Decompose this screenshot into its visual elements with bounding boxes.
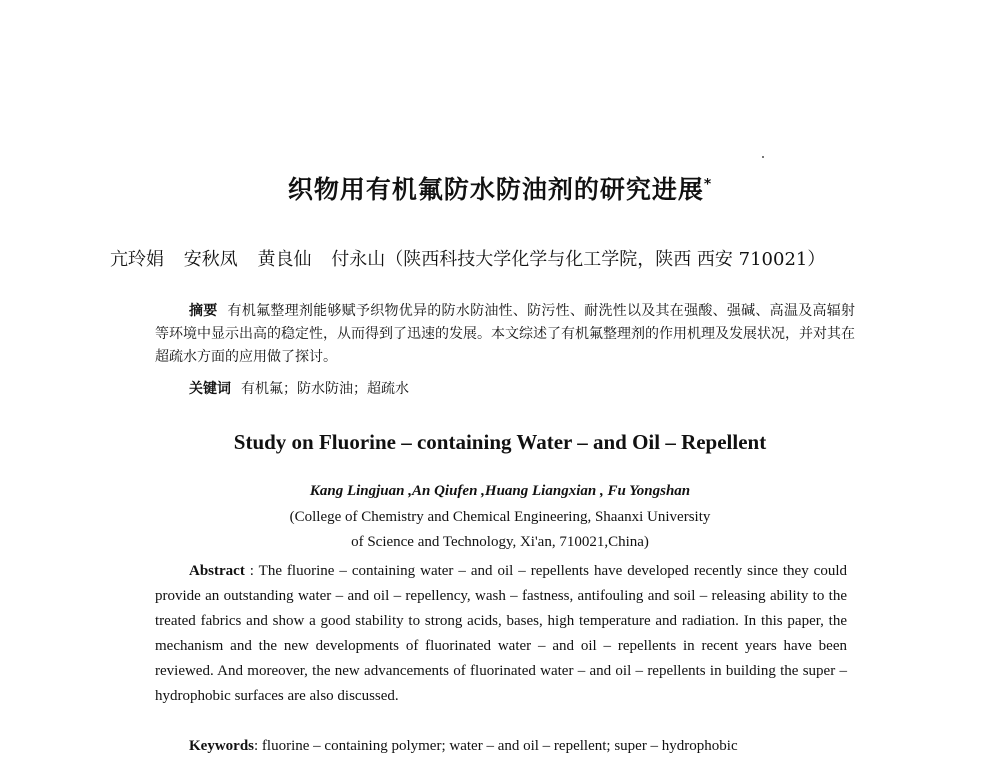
author-4: 付永山: [331, 249, 386, 270]
english-title: Study on Fluorine – containing Water – and Oil – Repellent: [233, 430, 767, 454]
chinese-affiliation: （陕西科技大学化学与化工学院，陕西 西安 710021）: [385, 249, 826, 270]
chinese-title: [0, 170, 1000, 206]
english-abstract-label: Abstract: [189, 563, 245, 579]
chinese-authors-line: [110, 245, 910, 271]
chinese-abstract-label: 摘要: [189, 303, 218, 319]
author-2: 安秋凤: [183, 249, 238, 270]
english-keywords-label: Keywords: [189, 738, 254, 754]
author-1: 亢玲娟: [110, 249, 164, 270]
english-keywords: [189, 734, 889, 759]
author-3: 黄良仙: [257, 249, 312, 270]
chinese-abstract: [155, 300, 855, 369]
scan-speck: [762, 156, 764, 158]
chinese-keywords-label: 关键词: [189, 381, 231, 397]
chinese-title-text: 织物用有机氟防水防油剂的研究进展: [287, 175, 704, 204]
english-authors: Kang Lingjuan ,An Qiufen ,Huang Liangxian , Fu Yongshan: [309, 483, 691, 499]
english-keywords-text: fluorine – containing polymer; water – and oil – repellent; super – hydrophobic: [261, 738, 738, 754]
chinese-keywords: [189, 378, 849, 401]
english-abstract-text: The fluorine – containing water – and oil – repellents have developed recently since they could provide an outstanding water – and oil – repellency, wash – fastness, antifouling and soil – releasing ability to the treated fabrics and show a good stability to strong acids, bases, high temperature and radiation. In this paper, the mechanism and the new developments of fluorinated water – and oil – repellents in recent years have been reviewed. And moreover, the new advancements of fluorinated water – and oil – repellents in building the super – hydrophobic surfaces are also discussed.: [155, 563, 847, 704]
english-affiliation-line-1: (College of Chemistry and Chemical Engineering, Shaanxi University: [289, 509, 711, 525]
english-keywords-separator: :: [254, 738, 262, 754]
english-affiliation-line-2: of Science and Technology, Xi'an, 710021,China): [351, 534, 649, 550]
title-footnote-mark: *: [703, 176, 713, 193]
english-abstract: [155, 559, 847, 709]
chinese-abstract-text: 有机氟整理剂能够赋予织物优异的防水防油性、防污性、耐洗性以及其在强酸、强碱、高温及高辐射等环境中显示出高的稳定性，从而得到了迅速的发展。本文综述了有机氟整理剂的作用机理及发展状况，并对其在超疏水方面的应用做了探讨。: [155, 303, 856, 365]
english-abstract-separator: :: [244, 563, 259, 579]
chinese-keywords-text: 有机氟；防水防油；超疏水: [241, 381, 409, 397]
